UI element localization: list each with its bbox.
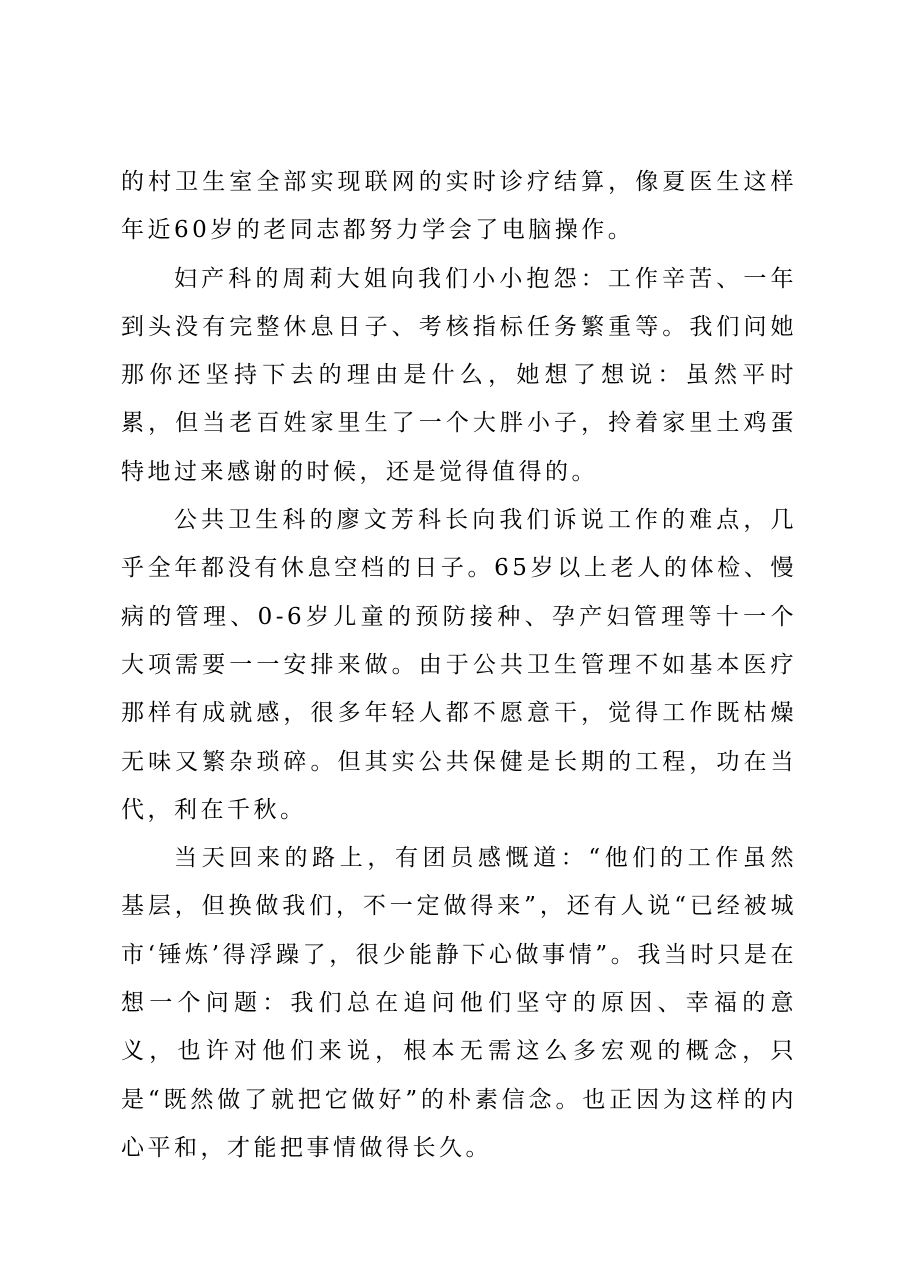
- document-body: [121, 158, 797, 1172]
- paragraph-obstetrics: 妇产科的周莉大姐向我们小小抱怨：工作辛苦、一年到头没有完整休息日子、考核指标任务繁重等。我们问她那你还坚持下去的理由是什么，她想了想说：虽然平时累，但当老百姓家里生了一个大胖小子，拎着家里土鸡蛋特地过来感谢的时候，还是觉得值得的。: [121, 265, 797, 485]
- paragraph-reflection: 当天回来的路上，有团员感慨道：“他们的工作虽然基层，但换做我们，不一定做得来”，还有人说“已经被城市‘锤炼’得浮躁了，很少能静下心做事情”。我当时只是在想一个问题：我们总在追问他们坚守的原因、幸福的意义，也许对他们来说，根本无需这么多宏观的概念，只是“既然做了就把它做好”的朴素信念。也正因为这样的内心平和，才能把事情做得长久。: [121, 845, 797, 1161]
- paragraph-continuation: 的村卫生室全部实现联网的实时诊疗结算，像夏医生这样年近60岁的老同志都努力学会了电脑操作。: [121, 169, 797, 244]
- paragraph-public-health: 公共卫生科的廖文芳科长向我们诉说工作的难点，几乎全年都没有休息空档的日子。65岁以上老人的体检、慢病的管理、0-6岁儿童的预防接种、孕产妇管理等十一个大项需要一一安排来做。由于公共卫生管理不如基本医疗那样有成就感，很多年轻人都不愿意干，觉得工作既枯燥无味又繁杂琐碎。但其实公共保健是长期的工程，功在当代，利在千秋。: [121, 507, 797, 823]
